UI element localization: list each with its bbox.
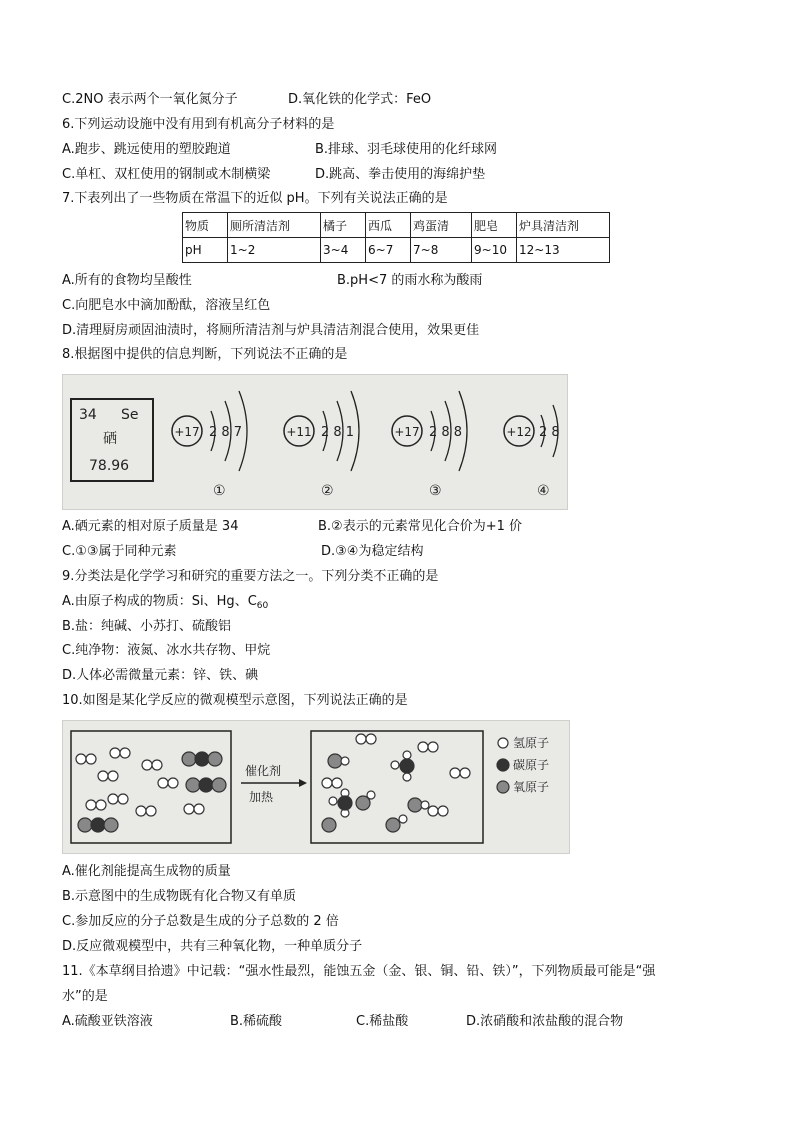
q6-stem: 6.下列运动设施中没有用到有机高分子材料的是 xyxy=(62,117,335,132)
table-cell: 炉具清洁剂 xyxy=(517,213,610,238)
arrow-catalyst-label: 催化剂 xyxy=(245,764,282,778)
carbon-atom-icon xyxy=(497,759,509,771)
ph-table-header-row xyxy=(183,213,610,238)
q8-option-b: B.②表示的元素常见化合价为+1 价 xyxy=(318,519,523,534)
q7-option-d: D.清理厨房顽固油渍时，将厕所清洁剂与炉具清洁剂混合使用，效果更佳 xyxy=(62,323,480,338)
table-cell: 物质 xyxy=(183,213,228,238)
q11-option-c: C.稀盐酸 xyxy=(356,1014,409,1029)
table-cell: 7~8 xyxy=(411,238,472,263)
q11-option-a: A.硫酸亚铁溶液 xyxy=(62,1014,153,1029)
table-cell: pH xyxy=(183,238,228,263)
q9-option-d: D.人体必需微量元素：锌、铁、碘 xyxy=(62,668,259,683)
table-cell: 鸡蛋清 xyxy=(411,213,472,238)
q9-option-c: C.纯净物：液氮、冰水共存物、甲烷 xyxy=(62,643,271,658)
element-symbol: Se xyxy=(121,407,139,423)
q10-stem: 10.如图是某化学反应的微观模型示意图，下列说法正确的是 xyxy=(62,693,408,708)
table-cell: 1~2 xyxy=(228,238,321,263)
atom-1-label: ① xyxy=(213,483,226,499)
atom-4-diagram xyxy=(504,405,560,499)
ph-table-value-row xyxy=(183,238,610,263)
q6-option-a: A.跑步、跳远使用的塑胶跑道 xyxy=(62,142,231,157)
q7-option-a: A.所有的食物均呈酸性 xyxy=(62,273,192,288)
atom-1-diagram xyxy=(172,391,247,499)
element-number: 34 xyxy=(79,407,97,423)
q8-stem: 8.根据图中提供的信息判断，下列说法不正确的是 xyxy=(62,347,348,362)
q11-stem-line-1: 11.《本草纲目拾遗》中记载：“强水性最烈，能蚀五金（金、银、铜、铅、铁）”，下列物质最可能是“强 xyxy=(62,964,656,979)
q10-option-a: A.催化剂能提高生成物的质量 xyxy=(62,864,231,879)
element-mass: 78.96 xyxy=(89,458,130,474)
q9-option-a-subscript: 60 xyxy=(256,601,269,611)
q11-option-d: D.浓硝酸和浓盐酸的混合物 xyxy=(466,1014,624,1029)
element-name: 硒 xyxy=(103,431,117,447)
q11-option-b: B.稀硫酸 xyxy=(230,1014,283,1029)
legend xyxy=(497,736,549,794)
table-cell: 12~13 xyxy=(517,238,610,263)
ph-table xyxy=(182,212,610,263)
legend-oxygen: 氧原子 xyxy=(513,780,550,794)
q6-option-c: C.单杠、双杠使用的钢制或木制横梁 xyxy=(62,167,271,182)
q10-option-c: C.参加反应的分子总数是生成的分子总数的 2 倍 xyxy=(62,914,339,929)
q10-option-b: B.示意图中的生成物既有化合物又有单质 xyxy=(62,889,297,904)
q9-option-a-text: A.由原子构成的物质：Si、Hg、C xyxy=(62,594,257,609)
q8-option-c: C.①③属于同种元素 xyxy=(62,544,177,559)
reaction-model-figure xyxy=(62,720,570,854)
q7-stem: 7.下表列出了一些物质在常温下的近似 pH。下列有关说法正确的是 xyxy=(62,191,448,206)
legend-hydrogen: 氢原子 xyxy=(513,736,550,750)
q9-option-b: B.盐：纯碱、小苏打、硫酸铝 xyxy=(62,619,232,634)
oxygen-atom-icon xyxy=(497,781,509,793)
atom-1-nucleus: +17 xyxy=(174,425,200,439)
table-cell: 肥皂 xyxy=(472,213,517,238)
q6-option-d: D.跳高、拳击使用的海绵护垫 xyxy=(315,167,486,182)
q8-option-d: D.③④为稳定结构 xyxy=(321,544,424,559)
q7-option-c: C.向肥皂水中滴加酚酞，溶液呈红色 xyxy=(62,298,271,313)
table-cell: 橘子 xyxy=(321,213,366,238)
atom-4-shells: 2 8 xyxy=(539,425,560,440)
table-cell: 9~10 xyxy=(472,238,517,263)
q6-option-b: B.排球、羽毛球使用的化纤球网 xyxy=(315,142,498,157)
hydrogen-atom-icon xyxy=(498,738,508,748)
q11-stem-line-2: 水”的是 xyxy=(62,989,108,1004)
atom-3-label: ③ xyxy=(429,483,442,499)
table-cell: 3~4 xyxy=(321,238,366,263)
atom-3-shells: 2 8 8 xyxy=(429,425,463,440)
q9-option-a xyxy=(62,592,268,616)
q10-option-d: D.反应微观模型中，共有三种氧化物，一种单质分子 xyxy=(62,939,363,954)
atom-1-shells: 2 8 7 xyxy=(209,425,243,440)
atom-3-diagram xyxy=(392,391,467,499)
atom-2-diagram xyxy=(284,391,359,499)
table-cell: 西瓜 xyxy=(366,213,411,238)
table-cell: 厕所清洁剂 xyxy=(228,213,321,238)
atom-3-nucleus: +17 xyxy=(394,425,420,439)
q5-option-c: C.2NO 表示两个一氧化氮分子 xyxy=(62,92,238,107)
atom-4-label: ④ xyxy=(537,483,550,499)
arrow-condition-label: 加热 xyxy=(249,790,274,804)
atom-2-nucleus: +11 xyxy=(286,425,312,439)
atom-2-shells: 2 8 1 xyxy=(321,425,355,440)
atom-structure-figure xyxy=(62,374,568,510)
q9-stem: 9.分类法是化学学习和研究的重要方法之一。下列分类不正确的是 xyxy=(62,569,439,584)
table-cell: 6~7 xyxy=(366,238,411,263)
q5-option-d: D.氧化铁的化学式：FeO xyxy=(288,92,432,107)
q8-option-a: A.硒元素的相对原子质量是 34 xyxy=(62,519,239,534)
legend-carbon: 碳原子 xyxy=(513,758,550,772)
atom-4-nucleus: +12 xyxy=(506,425,532,439)
atom-2-label: ② xyxy=(321,483,334,499)
q7-option-b: B.pH<7 的雨水称为酸雨 xyxy=(337,273,483,288)
